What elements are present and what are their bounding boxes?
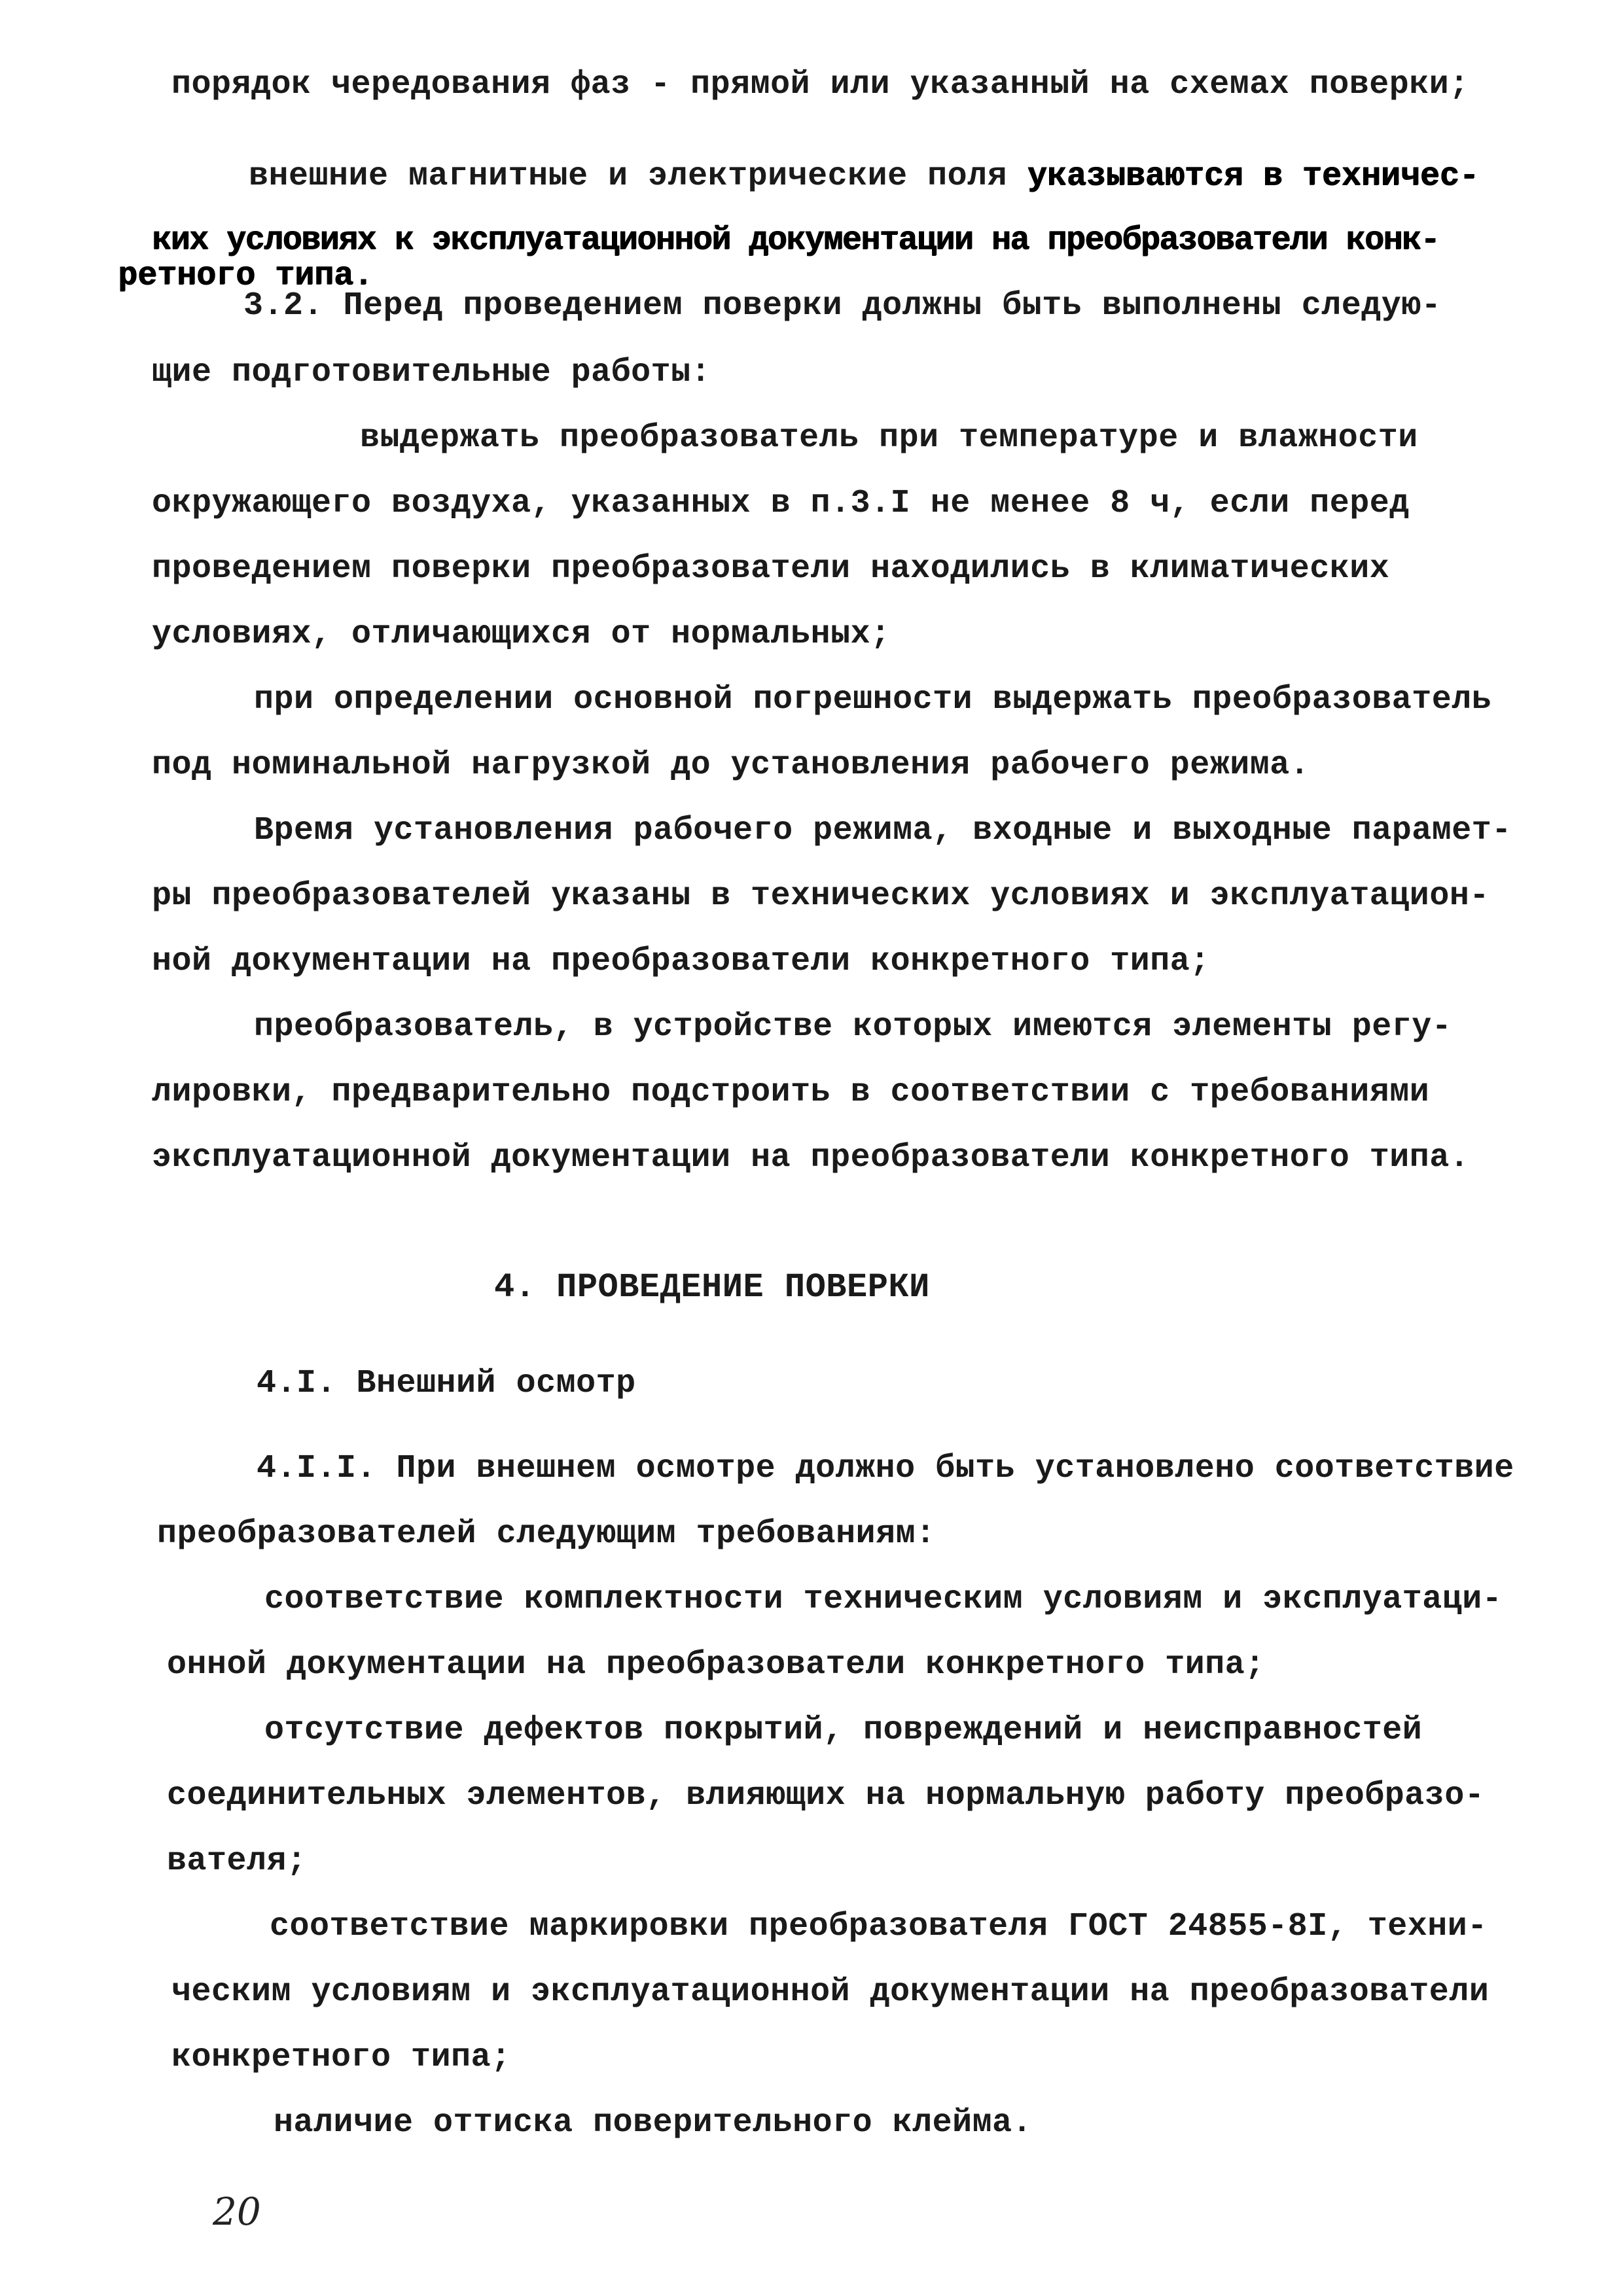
text-line: соответствие маркировки преобразователя ГОСТ 24855-8I, техни- (270, 1908, 1488, 1945)
text-line: под номинальной нагрузкой до установления рабочего режима. (152, 747, 1310, 784)
text-line: выдержать преобразователь при температуре и влажности (360, 419, 1418, 457)
text-line: отсутствие дефектов покрытий, повреждений и неисправностей (264, 1712, 1423, 1749)
section-heading: 4. ПРОВЕДЕНИЕ ПОВЕРКИ (494, 1268, 930, 1307)
text-line: порядок чередования фаз - прямой или указанный на схемах поверки; (171, 66, 1469, 103)
text-line: преобразователь, в устройстве которых имеются элементы регу- (254, 1008, 1452, 1046)
text-line (249, 157, 1479, 196)
text-line: ческим условиям и эксплуатационной документации на преобразователи (171, 1973, 1489, 2011)
text-line: наличие оттиска поверительного клейма. (274, 2104, 1033, 2142)
text-line-overprint: ретного типа. (118, 257, 374, 294)
text-line: проведением поверки преобразователи находились в климатических (152, 550, 1390, 588)
text-line: условиях, отличающихся от нормальных; (152, 616, 891, 653)
text-line: окружающего воздуха, указанных в п.3.I не менее 8 ч, если перед (152, 485, 1410, 522)
text-line-part: внешние магнитные и электрические поля (249, 158, 1027, 195)
text-line: преобразователей следующим требованиям: (157, 1515, 936, 1553)
text-line: Время установления рабочего режима, входные и выходные парамет- (254, 812, 1512, 849)
text-line: конкретного типа; (171, 2039, 511, 2076)
text-line: 4.I.I. При внешнем осмотре должно быть установлено соответствие (257, 1450, 1514, 1487)
text-line: ной документации на преобразователи конкретного типа; (152, 943, 1210, 980)
text-line: 3.2. Перед проведением поверки должны быть выполнены следую- (243, 287, 1442, 325)
text-line: соединительных элементов, влияющих на нормальную работу преобразо- (167, 1777, 1485, 1814)
page-number: 20 (213, 2189, 261, 2234)
text-line-overprint: ких условиях к эксплуатационной документации на преобразователи конк- (152, 222, 1439, 259)
subsection-heading: 4.I. Внешний осмотр (257, 1365, 636, 1402)
text-line: соответствие комплектности техническим условиям и эксплуатаци- (264, 1581, 1503, 1618)
text-line: вателя; (167, 1843, 307, 1880)
text-line: ры преобразователей указаны в технических условиях и эксплуатацион- (152, 877, 1489, 915)
text-line: эксплуатационной документации на преобразователи конкретного типа. (152, 1139, 1470, 1176)
text-line: щие подготовительные работы: (152, 354, 711, 391)
text-line: лировки, предварительно подстроить в соответствии с требованиями (152, 1074, 1430, 1111)
text-line: при определении основной погрешности выдержать преобразователь (254, 681, 1492, 718)
text-line-overprint: указываются в техничес- (1027, 158, 1479, 195)
text-line: онной документации на преобразователи конкретного типа; (167, 1646, 1265, 1684)
